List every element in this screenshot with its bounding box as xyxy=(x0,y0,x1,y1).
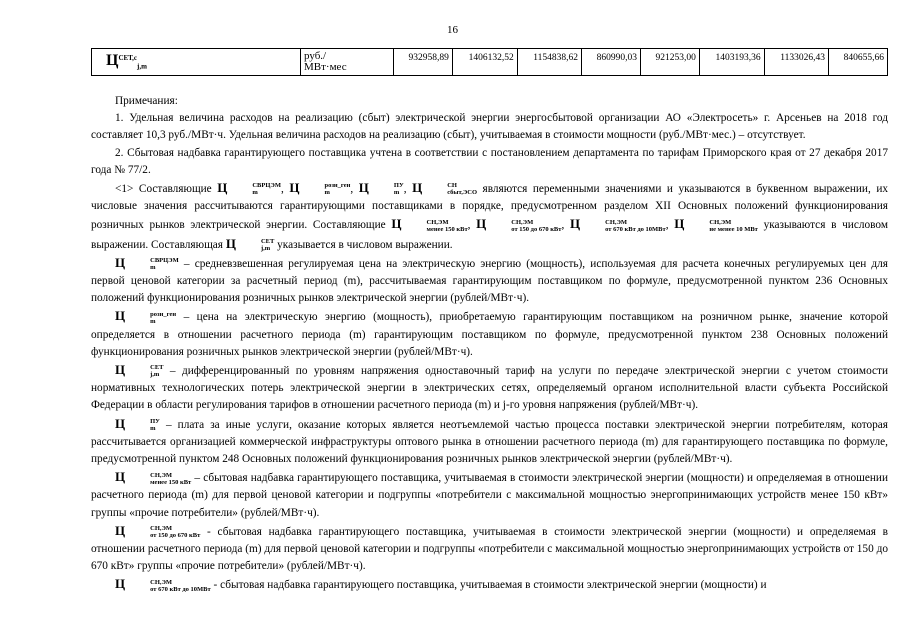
table-symbol-sup: СЕТ,с xyxy=(118,54,138,62)
definition-pu xyxy=(91,415,888,469)
table-symbol: Ц xyxy=(106,52,119,69)
symbol-pu: Ц ПУ m xyxy=(358,180,404,197)
symbol-150-670-def: Ц СН,ЭМ от 150 до 670 кВт xyxy=(115,522,201,540)
definition-set xyxy=(91,361,888,415)
definition-670-10 xyxy=(91,575,888,594)
symbol-svrcem-def: Ц СВРЦЭМ m xyxy=(115,254,179,272)
unit-line1: руб./ xyxy=(304,50,327,62)
notes-body xyxy=(91,93,888,595)
symbol-sn-670-10: Ц СН,ЭМ от 670 кВт до 10МВт xyxy=(570,216,666,233)
definition-rozn-gen-text: – цена на электрическую энергию (мощность), приобретаемую гарантирующим поставщиком на розничном рынке, значение которой определяется в отношении расчетного периода (m) гарантирующим поставщиком по формуле, предусмотренной пунктом 238 Основных положений функционирования розничных рынков электрической энергии (рублей/МВт·ч). xyxy=(91,311,888,358)
symbol-less150-def: Ц СН,ЭМ менее 150 кВт xyxy=(115,469,192,486)
table-value-8: 840655,66 xyxy=(829,49,888,76)
symbol-rozn-gen: Ц розн_ген m xyxy=(289,180,351,197)
definition-less150 xyxy=(91,468,888,522)
symbol-rozn-gen-def: Ц розн_ген m xyxy=(115,308,177,325)
p3-end: указывается в числовом выражении. xyxy=(277,238,453,251)
p3-start: <1> Составляющие xyxy=(115,183,212,196)
table-unit-cell xyxy=(301,49,394,76)
symbol-set-def: Ц СЕТ j,m xyxy=(115,362,164,379)
unit-line2: МВт·мес xyxy=(304,61,347,73)
table-value-7: 1133026,43 xyxy=(764,49,828,76)
table-value-1: 932958,89 xyxy=(394,49,453,76)
definition-set-text: – дифференцированный по уровням напряжения одноставочный тариф на услуги по передаче электрической энергии с учетом стоимости нормативных технологических потерь электрической энергии в электрических сетях, определяемый органом исполнительной власти субъекта Российской Федерации в области регулирования тарифов в отношении расчетного периода (m) и j-го уровня напряжения (рублей/МВт·ч). xyxy=(91,365,889,412)
notes-title: Примечания: xyxy=(115,95,178,107)
table-symbol-sub: j,m xyxy=(137,62,147,71)
definition-svrcem xyxy=(91,254,888,308)
symbol-sn-150-670: Ц СН,ЭМ от 150 до 670 кВт xyxy=(476,216,562,233)
footnote-1-paragraph: <1> Составляющие Ц СВРЦЭМ m , Ц розн_ген m , Ц ПУ m , Ц СН сбыт,ЭСО являются переменными значениями и указываются в буквенном выражении, их числовые значения рассчитываются гарантирующими поставщиками в порядке, предусмотренном разделом XII Основных положений функционирования розничных рынков электрической энергии. Составляющие Ц СН,ЭМ менее 150 кВт , Ц СН,ЭМ от 150 до 670 кВт , Ц СН,ЭМ от 670 кВт до 10МВт , Ц СН,ЭМ не менее 10 МВт указываются в числовом выражении. Составляющая Ц СЕТ j,m указывается в числовом выражении. xyxy=(91,180,889,253)
symbol-set: Ц СЕТ j,m xyxy=(225,235,275,253)
table-value-3: 1154838,62 xyxy=(517,49,581,76)
p3-mid2: указываются в числовом выражении. Составляющая xyxy=(91,219,888,251)
table-symbol-cell xyxy=(92,49,301,76)
definition-rozn-gen xyxy=(91,307,888,361)
symbol-svrcem: Ц СВРЦЭМ m xyxy=(217,180,281,197)
symbol-670-10-def: Ц СН,ЭМ от 670 кВт до 10МВт xyxy=(115,576,211,593)
note-paragraph-1: 1. Удельная величина расходов на реализацию (сбыт) электрической энергии энергосбытовой организации АО «Электросеть» г. Арсеньев на 2018 год составляет 10,3 руб./МВт·ч. Удельная величина расходов на реализацию (сбыт), учитываемая в стоимости мощности (руб./МВт·мес.) – отсутствует. xyxy=(91,112,888,142)
definition-less150-text: – сбытовая надбавка гарантирующего поставщика, учитываемая в стоимости электрической энергии (мощности) и определяемая в отношении расчетного периода (m) для первой ценовой категории и подгруппы «потребители с максимальной мощностью энергопринимающих устройств менее 150 кВт» группы «прочие потребители» (рублей/МВт·ч). xyxy=(91,472,888,519)
definition-150-670-text: - сбытовая надбавка гарантирующего поставщика, учитываемая в стоимости электрической энергии (мощности) и определяемая в отношении расчетного периода (m) для первой ценовой категории и подгруппы «потребители с максимальной мощностью энергопринимающих устройств от 150 до 670 кВт» группы «прочие потребители» (рублей/МВт·ч). xyxy=(91,525,889,573)
symbol-sn-sbyt: Ц СН сбыт,ЭСО xyxy=(412,180,477,197)
symbol-sn-notless10: Ц СН,ЭМ не менее 10 МВт xyxy=(674,216,758,233)
definition-150-670 xyxy=(91,522,888,576)
definition-pu-text: – плата за иные услуги, оказание которых является неотъемлемой частью процесса поставки электрической энергии потребителям, которая рассчитывается организацией коммерческой инфраструктуры оптового рынка в отношении расчетного периода (m) для гарантирующего поставщика по формуле, предусмотренной пунктом 248 Основных положений функционирования розничных рынков электрической энергии (рублей/МВт·ч). xyxy=(91,418,888,466)
table-value-4: 860990,03 xyxy=(582,49,641,76)
table-value-2: 1406132,52 xyxy=(452,49,517,76)
note-paragraph-2: 2. Сбытовая надбавка гарантирующего поставщика учтена в соответствии с постановлением департамента по тарифам Приморского края от 27 декабря 2017 года № 77/2. xyxy=(91,146,888,176)
definition-670-10-text: - сбытовая надбавка гарантирующего поставщика, учитываемая в стоимости электрической энергии (мощности) и xyxy=(213,579,767,592)
definition-svrcem-text: – средневзвешенная регулируемая цена на электрическую энергию (мощность), используемая для расчета конечных регулируемых цен для первой ценовой категории за расчетный период (m), рассчитываемая гарантирующим поставщиком по формуле, предусмотренной пунктом 236 Основных положений функционирования розничных рынков электрической энергии (рублей/МВт·ч). xyxy=(91,257,889,305)
page-number: 16 xyxy=(447,24,458,36)
table-value-5: 921253,00 xyxy=(640,49,699,76)
symbol-pu-def: Ц ПУ m xyxy=(115,415,160,433)
tariff-table-row xyxy=(91,48,888,76)
table-value-6: 1403193,36 xyxy=(699,49,764,76)
p3-mid1: являются переменными значениями и указываются в буквенном выражении, их числовые значения рассчитываются гарантирующими поставщиками в порядке, предусмотренном разделом XII Основных положений функционирования розничных рынков электрической энергии. Составляющие xyxy=(91,183,889,232)
symbol-sn-less150: Ц СН,ЭМ менее 150 кВт xyxy=(391,216,468,233)
